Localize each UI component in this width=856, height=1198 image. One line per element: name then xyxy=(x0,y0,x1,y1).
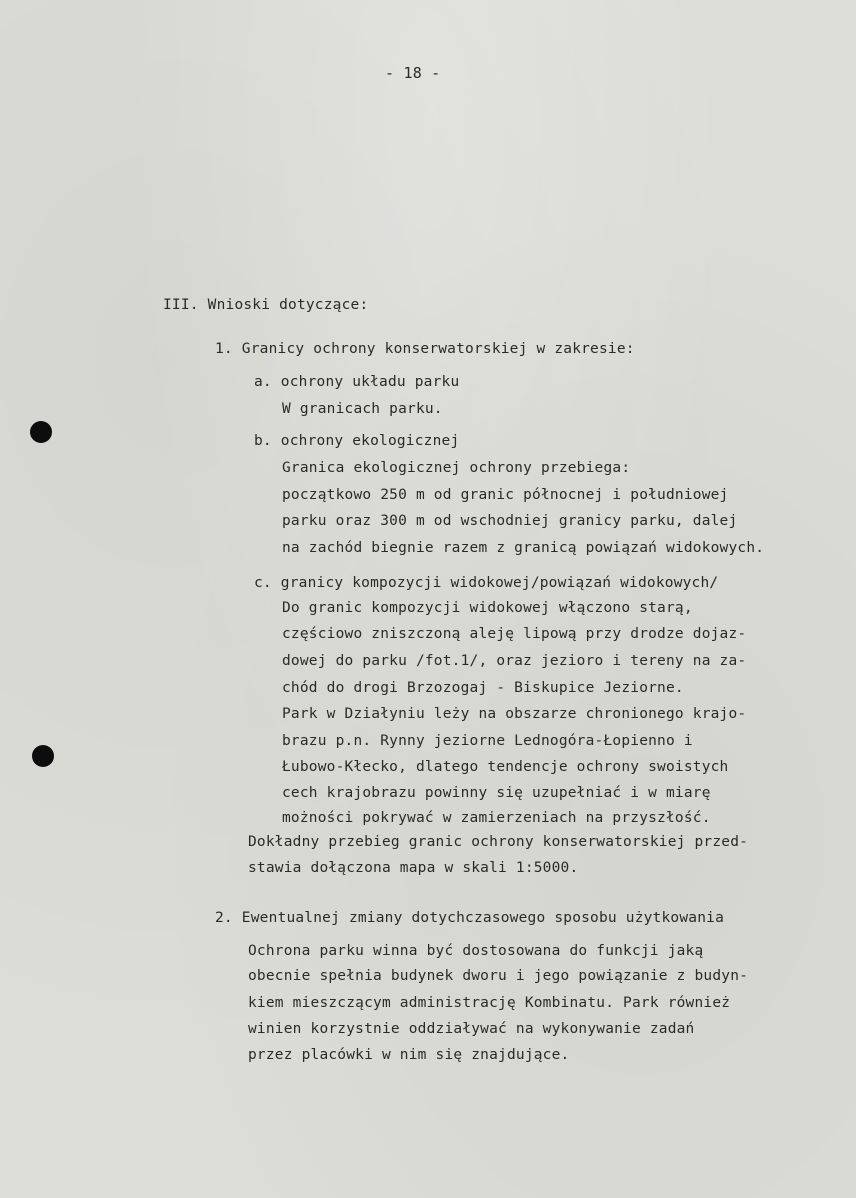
item1-c-line: brazu p.n. Rynny jeziorne Lednogóra-Łopienno i xyxy=(282,733,693,749)
item1-b-line: parku oraz 300 m od wschodniej granicy parku, dalej xyxy=(282,513,738,529)
item2-body-line: kiem mieszczącym administrację Kombinatu. Park również xyxy=(248,995,731,1011)
item1-c-line: chód do drogi Brzozogaj - Biskupice Jeziorne. xyxy=(282,680,684,696)
item2-heading: 2. Ewentualnej zmiany dotychczasowego sposobu użytkowania xyxy=(215,910,724,926)
item1-c-line: częściowo zniszczoną aleję lipową przy drodze dojaz- xyxy=(282,626,747,642)
item1-c-line: możności pokrywać w zamierzeniach na przyszłość. xyxy=(282,810,711,826)
item1-closing-line: stawia dołączona mapa w skali 1:5000. xyxy=(248,860,579,876)
section-heading: III. Wnioski dotyczące: xyxy=(163,297,369,313)
punch-hole-bottom xyxy=(32,745,54,767)
item1-a-line: W granicach parku. xyxy=(282,401,443,417)
item1-c-line: Łubowo-Kłecko, dlatego tendencje ochrony swoistych xyxy=(282,759,729,775)
item1-c-line: cech krajobrazu powinny się uzupełniać i w miarę xyxy=(282,785,711,801)
item2-body-line: winien korzystnie oddziaływać na wykonywanie zadań xyxy=(248,1021,695,1037)
item1-b-line: początkowo 250 m od granic północnej i południowej xyxy=(282,487,729,503)
item1-c-line: dowej do parku /fot.1/, oraz jezioro i tereny na za- xyxy=(282,653,747,669)
item1-heading: 1. Granicy ochrony konserwatorskiej w zakresie: xyxy=(215,341,635,357)
punch-hole-top xyxy=(30,421,52,443)
item1-c-line: Park w Działyniu leży na obszarze chronionego krajo- xyxy=(282,706,747,722)
item1-b-line: na zachód biegnie razem z granicą powiązań widokowych. xyxy=(282,540,765,556)
item1-c-line: Do granic kompozycji widokowej włączono starą, xyxy=(282,600,693,616)
item2-body-line: Ochrona parku winna być dostosowana do funkcji jaką xyxy=(248,943,704,959)
item1-closing-line: Dokładny przebieg granic ochrony konserwatorskiej przed- xyxy=(248,834,749,850)
item1-b-line: Granica ekologicznej ochrony przebiega: xyxy=(282,460,631,476)
item2-body-line: przez placówki w nim się znajdujące. xyxy=(248,1047,570,1063)
page-number: - 18 - xyxy=(385,64,441,82)
item2-body-line: obecnie spełnia budynek dworu i jego powiązanie z budyn- xyxy=(248,968,749,984)
item1-a-line: a. ochrony układu parku xyxy=(254,374,460,390)
item1-b-line: b. ochrony ekologicznej xyxy=(254,433,460,449)
item1-c-line: c. granicy kompozycji widokowej/powiązań widokowych/ xyxy=(254,575,719,591)
